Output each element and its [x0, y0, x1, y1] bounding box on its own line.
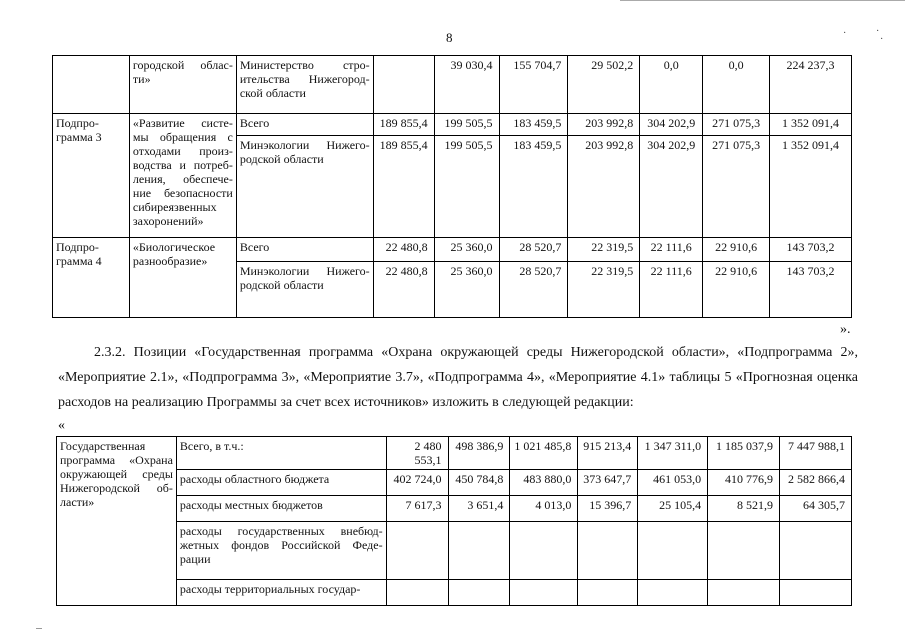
value-cell — [448, 522, 510, 580]
value-cell — [638, 580, 708, 606]
source-cell: Всего — [236, 114, 373, 136]
value-cell — [386, 580, 448, 606]
value-cell: 2 582 866,4 — [780, 470, 852, 496]
program-name-cell: городской облас-ти» — [129, 56, 236, 114]
value-cell: 304 202,9 — [640, 136, 703, 238]
value-cell: 410 776,9 — [708, 470, 780, 496]
scan-speck: · — [880, 34, 884, 45]
value-cell — [578, 522, 638, 580]
value-cell: 8 521,9 — [708, 496, 780, 522]
value-cell: 915 213,4 — [578, 437, 638, 470]
value-cell: 304 202,9 — [640, 114, 703, 136]
value-cell: 28 520,7 — [499, 262, 568, 318]
value-cell — [386, 522, 448, 580]
value-cell — [708, 522, 780, 580]
value-cell: 15 396,7 — [578, 496, 638, 522]
program-cell — [53, 56, 130, 114]
value-cell: 203 992,8 — [568, 114, 640, 136]
value-cell: 1 352 091,4 — [770, 136, 852, 238]
value-cell: 39 030,4 — [434, 56, 499, 114]
value-cell: 25 360,0 — [434, 262, 499, 318]
value-cell: 22 480,8 — [373, 238, 434, 262]
value-cell: 183 459,5 — [499, 136, 568, 238]
value-cell: 224 237,3 — [770, 56, 852, 114]
value-cell: 1 347 311,0 — [638, 437, 708, 470]
value-cell: 183 459,5 — [499, 114, 568, 136]
value-cell: 3 651,4 — [448, 496, 510, 522]
closing-quote: ». — [840, 322, 851, 337]
source-cell: расходы областного бюджета — [176, 470, 386, 496]
source-cell: Всего, в т.ч.: — [176, 437, 386, 470]
table-row — [57, 522, 852, 580]
value-cell — [708, 580, 780, 606]
value-cell — [780, 522, 852, 580]
table-row — [57, 496, 852, 522]
table-row — [57, 470, 852, 496]
forecast-expenses-table — [56, 436, 852, 606]
program-name-cell: «Развитие систе-мы обращения с отходами произ-водства и потреб-ления, обеспече-ние безопасности сибиреязвенных захоронений» — [129, 114, 236, 238]
value-cell: 199 505,5 — [434, 136, 499, 238]
value-cell: 203 992,8 — [568, 136, 640, 238]
value-cell: 271 075,3 — [703, 114, 770, 136]
source-cell: Министерство стро-ительства Нижегород-ской области — [236, 56, 373, 114]
source-cell: Всего — [236, 238, 373, 262]
program-cell: Подпро-грамма 4 — [53, 238, 130, 318]
amendment-paragraph: 2.3.2. Позиции «Государственная программа «Охрана окружающей среды Нижегородской области», «Подпрограмма 2», «Мероприятие 2.1», «Подпрограмма 3», «Мероприятие 3.7», «Подпрограмма 4», «Мероприятие 4.1» таблицы 5 «Прогнозная оценка расходов на реализацию Программы за счет всех источников» изложить в следующей редакции: — [58, 345, 858, 410]
opening-quote: « — [58, 418, 65, 433]
program-name-cell: Государственная программа «Охрана окружающей среды Нижегородской об-ласти» — [57, 437, 177, 606]
value-cell: 7 617,3 — [386, 496, 448, 522]
source-cell: Минэкологии Нижего-родской области — [236, 262, 373, 318]
table-row — [53, 114, 852, 136]
value-cell: 22 111,6 — [640, 262, 703, 318]
source-cell: расходы местных бюджетов — [176, 496, 386, 522]
value-cell — [373, 56, 434, 114]
value-cell — [510, 580, 578, 606]
value-cell: 1 021 485,8 — [510, 437, 578, 470]
value-cell: 22 319,5 — [568, 262, 640, 318]
table-row — [57, 580, 852, 606]
value-cell: 373 647,7 — [578, 470, 638, 496]
value-cell: 450 784,8 — [448, 470, 510, 496]
value-cell: 143 703,2 — [770, 238, 852, 262]
value-cell: 271 075,3 — [703, 136, 770, 238]
scan-speck: · — [876, 26, 880, 37]
value-cell — [780, 580, 852, 606]
value-cell — [510, 522, 578, 580]
value-cell: 4 013,0 — [510, 496, 578, 522]
value-cell: 155 704,7 — [499, 56, 568, 114]
value-cell: 22 111,6 — [640, 238, 703, 262]
value-cell: 0,0 — [640, 56, 703, 114]
value-cell: 28 520,7 — [499, 238, 568, 262]
value-cell: 2 480 553,1 — [386, 437, 448, 470]
program-name-cell: «Биологическое разнообразие» — [129, 238, 236, 318]
table-row — [57, 437, 852, 470]
source-cell: расходы территориальных государ- — [176, 580, 386, 606]
value-cell: 22 319,5 — [568, 238, 640, 262]
value-cell: 29 502,2 — [568, 56, 640, 114]
value-cell: 1 185 037,9 — [708, 437, 780, 470]
value-cell: 189 855,4 — [373, 136, 434, 238]
source-cell: расходы государственных внебюд-жетных фондов Российской Феде-рации — [176, 522, 386, 580]
value-cell: 143 703,2 — [770, 262, 852, 318]
expenses-table-continued — [52, 55, 852, 318]
value-cell: 7 447 988,1 — [780, 437, 852, 470]
value-cell: 25 105,4 — [638, 496, 708, 522]
value-cell: 402 724,0 — [386, 470, 448, 496]
value-cell: 1 352 091,4 — [770, 114, 852, 136]
program-cell: Подпро-грамма 3 — [53, 114, 130, 238]
scan-speck: · — [843, 28, 847, 39]
value-cell: 25 360,0 — [434, 238, 499, 262]
value-cell: 22 910,6 — [703, 238, 770, 262]
value-cell — [638, 522, 708, 580]
scan-edge-mark — [36, 628, 42, 629]
value-cell — [448, 580, 510, 606]
value-cell: 22 910,6 — [703, 262, 770, 318]
value-cell: 199 505,5 — [434, 114, 499, 136]
table-row — [53, 56, 852, 114]
source-cell: Минэкологии Нижего-родской области — [236, 136, 373, 238]
table-row — [53, 238, 852, 262]
value-cell: 483 880,0 — [510, 470, 578, 496]
value-cell: 22 480,8 — [373, 262, 434, 318]
value-cell: 498 386,9 — [448, 437, 510, 470]
value-cell: 64 305,7 — [780, 496, 852, 522]
value-cell: 0,0 — [703, 56, 770, 114]
value-cell: 189 855,4 — [373, 114, 434, 136]
value-cell: 461 053,0 — [638, 470, 708, 496]
value-cell — [578, 580, 638, 606]
page-number: 8 — [446, 30, 453, 45]
scan-top-line — [620, 0, 905, 1]
